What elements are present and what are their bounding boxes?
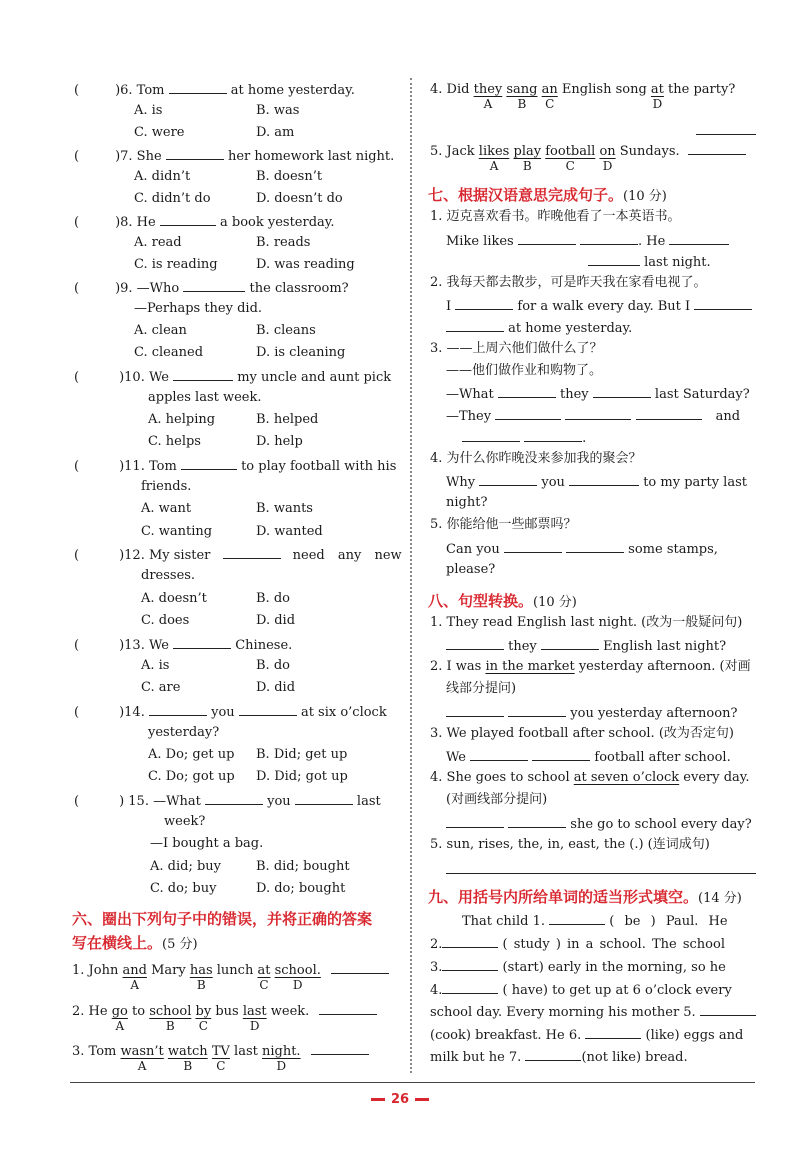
- section-8-title: 八、句型转换。(10 分): [428, 592, 577, 610]
- question-line: week?: [164, 814, 206, 829]
- s7-q3-line2: —They and: [446, 406, 740, 426]
- question-14: ( )14. you at six o’clock: [74, 702, 387, 722]
- s7-q1-line: Mike likes . He: [446, 231, 729, 251]
- option-b-word[interactable]: school B: [149, 1004, 192, 1033]
- option-a: A. Do; get up: [148, 747, 235, 762]
- s7-q1-line2: last night.: [588, 252, 711, 272]
- section-6-title-line2: 写在横线上。(5 分): [72, 934, 198, 952]
- page-number: 26: [0, 1092, 800, 1107]
- s8-q5: 5. sun, rises, the, in, east, the (.) (连词成句): [430, 837, 710, 852]
- answer-blank[interactable]: [566, 539, 624, 553]
- error-sentence-1: 1. John and A Mary has B lunch at C school. D: [72, 960, 389, 980]
- option-d-word[interactable]: school. D: [274, 963, 321, 992]
- section-6-title: 六、圈出下列句子中的错误，并将正确的答案: [72, 910, 373, 928]
- question-line: dresses.: [141, 568, 196, 583]
- s7-q4-chinese: 4. 为什么你昨晚没来参加我的聚会？: [430, 451, 642, 466]
- option-d: D. Did; got up: [256, 769, 348, 784]
- option-a: A. didn’t: [134, 169, 191, 184]
- cloze-line-6: (cook) breakfast. He 6. (like) eggs and: [430, 1025, 743, 1045]
- answer-blank[interactable]: [181, 456, 237, 470]
- option-d: D. is cleaning: [256, 345, 346, 360]
- option-c-word[interactable]: TV C: [211, 1044, 230, 1073]
- question-9: ( )9. —Who the classroom?: [74, 278, 349, 298]
- question-line: —Perhaps they did.: [134, 301, 263, 316]
- answer-blank[interactable]: [223, 545, 281, 559]
- answer-blank[interactable]: [524, 428, 582, 442]
- question-line: apples last week.: [148, 390, 262, 405]
- section-9-title: 九、用括号内所给单词的适当形式填空。(14 分): [428, 888, 742, 906]
- answer-blank[interactable]: [470, 747, 528, 761]
- s7-q2-line: I for a walk every day. But I: [446, 296, 752, 316]
- option-d: D. am: [256, 125, 295, 140]
- footer-rule: [70, 1082, 755, 1083]
- option-b: B. do: [256, 591, 290, 606]
- option-b-word[interactable]: has B: [189, 963, 213, 992]
- option-b-word[interactable]: sang B: [506, 82, 538, 111]
- answer-blank[interactable]: [549, 911, 605, 925]
- answer-blank[interactable]: [169, 80, 227, 94]
- answer-blank[interactable]: [479, 472, 537, 486]
- s8-q4-answer: she go to school every day?: [446, 814, 752, 834]
- error-sentence-2: 2. He go A to school B by C bus last D week.: [72, 1001, 377, 1021]
- option-d-word[interactable]: last D: [242, 1004, 267, 1033]
- answer-blank[interactable]: [442, 934, 498, 948]
- answer-blank[interactable]: [688, 141, 746, 155]
- s7-q4-line2: night?: [446, 495, 488, 510]
- answer-blank[interactable]: [498, 384, 556, 398]
- option-d-word[interactable]: on D: [599, 144, 616, 173]
- s8-q4-line2: (对画线部分提问): [446, 792, 548, 807]
- s8-q3-line: We football after school.: [446, 747, 731, 767]
- answer-blank[interactable]: [508, 703, 566, 717]
- answer-blank[interactable]: [446, 318, 504, 332]
- answer-blank[interactable]: [239, 702, 297, 716]
- answer-blank[interactable]: [166, 146, 224, 160]
- option-c: C. is reading: [134, 257, 218, 272]
- option-a-word[interactable]: go A: [111, 1004, 128, 1033]
- answer-line[interactable]: [446, 860, 756, 874]
- cloze-line-3: 3. (start) early in the morning, so he: [430, 957, 726, 977]
- option-c: C. do; buy: [150, 881, 217, 896]
- option-c-word[interactable]: by C: [195, 1004, 212, 1033]
- option-c: C. does: [141, 613, 190, 628]
- answer-blank[interactable]: [532, 747, 590, 761]
- option-c: C. cleaned: [134, 345, 204, 360]
- cloze-line-5: school day. Every morning his mother 5.: [430, 1002, 756, 1022]
- s7-q5-line2: please?: [446, 562, 496, 577]
- answer-blank[interactable]: [518, 231, 576, 245]
- option-a-word[interactable]: they A: [473, 82, 503, 111]
- answer-blank[interactable]: [173, 367, 233, 381]
- option-d: D. did: [256, 680, 296, 695]
- option-a-word[interactable]: and A: [122, 963, 147, 992]
- option-c: C. Do; got up: [148, 769, 235, 784]
- s7-q3-line: —What they last Saturday?: [446, 384, 750, 404]
- question-15: ( ) 15. —What you last: [74, 791, 381, 811]
- answer-blank[interactable]: [442, 980, 498, 994]
- s8-q1-line: they English last night?: [446, 636, 726, 656]
- s7-q5-chinese: 5. 你能给他一些邮票吗？: [430, 517, 577, 532]
- answer-blank[interactable]: [173, 635, 231, 649]
- option-b: B. helped: [256, 412, 319, 427]
- option-a: A. did; buy: [150, 859, 222, 874]
- s7-q2-line2: at home yesterday.: [446, 318, 632, 338]
- option-a: A. is: [141, 658, 170, 673]
- option-b: B. do: [256, 658, 290, 673]
- answer-blank[interactable]: [455, 296, 513, 310]
- answer-blank[interactable]: [580, 231, 638, 245]
- column-divider: [410, 78, 412, 1073]
- error-sentence-4: 4. Did they A sang B an C English song at D the party?: [430, 82, 736, 111]
- question-line: friends.: [141, 479, 192, 494]
- answer-blank[interactable]: [295, 791, 353, 805]
- option-b: B. did; bought: [256, 859, 350, 874]
- answer-blank[interactable]: [205, 791, 263, 805]
- error-sentence-5: 5. Jack likes A play B football C on D Sundays.: [430, 141, 746, 161]
- answer-blank[interactable]: [669, 231, 729, 245]
- answer-blank[interactable]: [585, 1025, 641, 1039]
- answer-blank[interactable]: [331, 960, 389, 974]
- option-b: B. doesn’t: [256, 169, 323, 184]
- error-sentence-3: 3. Tom wasn’t A watch B TV C last night. D: [72, 1041, 369, 1061]
- cloze-line-2: 2. ( study ) in a school. The school: [430, 934, 725, 954]
- option-d-word[interactable]: at D: [650, 82, 664, 111]
- option-a: A. helping: [148, 412, 216, 427]
- option-a: A. clean: [134, 323, 187, 338]
- option-c: C. were: [134, 125, 185, 140]
- option-c-word[interactable]: an C: [541, 82, 558, 111]
- s7-q2-chinese: 2. 我每天都去散步，可是昨天我在家看电视了。: [430, 275, 707, 290]
- option-b-word[interactable]: watch B: [167, 1044, 208, 1073]
- answer-blank[interactable]: [694, 296, 752, 310]
- option-c: C. helps: [148, 434, 201, 449]
- answer-blank[interactable]: [462, 428, 520, 442]
- page-dash-right: [415, 1098, 429, 1101]
- option-d: D. doesn’t do: [256, 191, 343, 206]
- question-line: —I bought a bag.: [150, 836, 264, 851]
- cloze-line-1: That child 1. ( be ) Paul. He: [462, 911, 728, 931]
- option-d-word[interactable]: night. D: [261, 1044, 301, 1073]
- s7-q4-line: Why you to my party last: [446, 472, 747, 492]
- cloze-line-7: milk but he 7. (not like) bread.: [430, 1047, 688, 1067]
- answer-blank[interactable]: [446, 703, 504, 717]
- answer-blank[interactable]: [504, 539, 562, 553]
- option-a: A. is: [134, 103, 163, 118]
- section-7-title: 七、根据汉语意思完成句子。(10 分): [428, 186, 667, 204]
- s7-q3-chinese2: ——他们做作业和购物了。: [446, 363, 603, 378]
- option-a: A. doesn’t: [141, 591, 207, 606]
- option-a: A. want: [141, 501, 192, 516]
- option-d: D. wanted: [256, 524, 323, 539]
- cloze-line-4: 4. ( have) to get up at 6 o’clock every: [430, 980, 732, 1000]
- answer-blank[interactable]: [442, 957, 498, 971]
- answer-blank[interactable]: [541, 636, 599, 650]
- option-b: B. Did; get up: [256, 747, 348, 762]
- s7-q1-chinese: 1. 迈克喜欢看书。昨晚他看了一本英语书。: [430, 209, 681, 224]
- option-b: B. wants: [256, 501, 313, 516]
- answer-blank[interactable]: [319, 1001, 377, 1015]
- answer-blank[interactable]: [636, 406, 702, 420]
- question-10: ( )10. We my uncle and aunt pick: [74, 367, 391, 387]
- answer-blank[interactable]: [446, 814, 504, 828]
- option-c: C. wanting: [141, 524, 213, 539]
- answer-blank[interactable]: [593, 384, 651, 398]
- option-b: B. was: [256, 103, 300, 118]
- option-a-word[interactable]: likes A: [478, 144, 510, 173]
- question-12: ( )12. My sister need any new: [74, 545, 402, 565]
- question-11: ( )11. Tom to play football with his: [74, 456, 396, 476]
- option-c-word[interactable]: at C: [257, 963, 271, 992]
- option-d: D. was reading: [256, 257, 355, 272]
- answer-blank[interactable]: [311, 1041, 369, 1055]
- question-6: ( )6. Tom at home yesterday.: [74, 80, 355, 100]
- answer-blank[interactable]: [700, 1002, 756, 1016]
- s8-q1: 1. They read English last night. (改为一般疑问句): [430, 615, 743, 630]
- answer-blank[interactable]: [569, 472, 639, 486]
- s7-q3-line3: .: [462, 428, 586, 448]
- answer-blank[interactable]: [696, 121, 756, 135]
- option-d: D. do; bought: [256, 881, 346, 896]
- s8-q2: 2. I was in the market yesterday afternoon. (对画: [430, 659, 751, 674]
- question-13: ( )13. We Chinese.: [74, 635, 292, 655]
- answer-blank[interactable]: [149, 702, 207, 716]
- s7-q3-chinese: 3. ——上周六他们做什么了？: [430, 341, 603, 356]
- page-dash-left: [371, 1098, 385, 1101]
- option-b: B. reads: [256, 235, 311, 250]
- s8-q2-line2: 线部分提问): [446, 681, 517, 696]
- option-d: D. help: [256, 434, 303, 449]
- answer-blank[interactable]: [495, 406, 561, 420]
- option-b-word[interactable]: play B: [513, 144, 542, 173]
- question-8: ( )8. He a book yesterday.: [74, 212, 335, 232]
- option-a-word[interactable]: wasn’t A: [120, 1044, 164, 1073]
- option-a: A. read: [134, 235, 182, 250]
- question-line: yesterday?: [148, 725, 220, 740]
- option-c: C. are: [141, 680, 181, 695]
- option-b: B. cleans: [256, 323, 316, 338]
- s7-q5-line: Can you some stamps,: [446, 539, 718, 559]
- s8-q2-answer: you yesterday afternoon?: [446, 703, 737, 723]
- answer-blank[interactable]: [508, 814, 566, 828]
- question-7: ( )7. She her homework last night.: [74, 146, 394, 166]
- s8-q3: 3. We played football after school. (改为否定句): [430, 726, 734, 741]
- s8-q4: 4. She goes to school at seven o’clock every day.: [430, 770, 750, 785]
- answer-blank[interactable]: [565, 406, 631, 420]
- answer-blank[interactable]: [183, 278, 245, 292]
- option-c-word[interactable]: football C: [545, 144, 596, 173]
- answer-blank[interactable]: [588, 252, 640, 266]
- option-c: C. didn’t do: [134, 191, 211, 206]
- answer-blank[interactable]: [160, 212, 216, 226]
- option-d: D. did: [256, 613, 296, 628]
- answer-blank[interactable]: [525, 1047, 581, 1061]
- answer-blank[interactable]: [446, 636, 504, 650]
